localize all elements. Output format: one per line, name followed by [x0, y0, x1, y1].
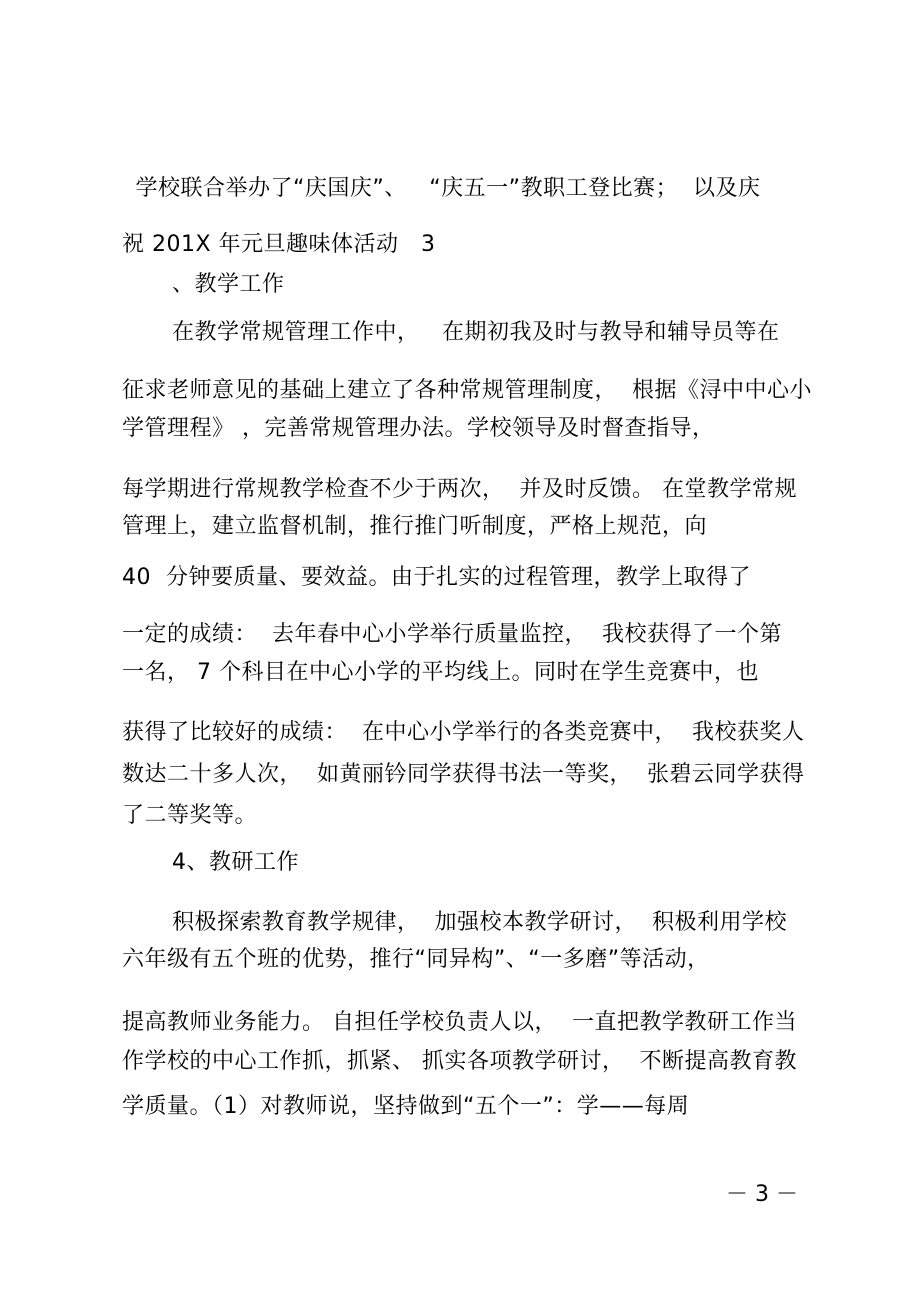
- text-line: 在教学常规管理工作中， 在期初我及时与教导和辅导员等在: [172, 320, 780, 345]
- text-line: 4、教研工作: [172, 850, 299, 875]
- text-line: 了二等奖等。: [122, 803, 258, 828]
- text-line: 管理上，建立监督机制，推行推门听制度，严格上规范，向: [122, 514, 708, 539]
- text-line: 一定的成绩： 去年春中心小学举行质量监控， 我校获得了一个第: [122, 622, 782, 647]
- text-line: 数达二十多人次， 如黄丽钤同学获得书法一等奖， 张碧云同学获得: [122, 762, 805, 787]
- text-line: 一名， 7 个科目在中心小学的平均线上。同时在学生竞赛中，也: [122, 660, 759, 685]
- text-line: 40 分钟要质量、要效益。由于扎实的过程管理，教学上取得了: [122, 565, 751, 590]
- text-line: 作学校的中心工作抓，抓紧、 抓实各项教学研讨， 不断提高教育教: [122, 1049, 797, 1074]
- text-line: 六年级有五个班的优势，推行“同异构”、“一多磨”等活动，: [122, 947, 710, 972]
- text-line: 学质量。（1）对教师说，坚持做到“五个一”：学——每周: [122, 1094, 690, 1119]
- text-line: 学校联合举办了“庆国庆”、 “庆五一”教职工登比赛； 以及庆: [128, 176, 761, 201]
- text-line: 、教学工作: [172, 272, 285, 297]
- page-number: － 3 －: [726, 1182, 798, 1207]
- text-line: 每学期进行常规教学检查不少于两次， 并及时反馈。 在堂教学常规: [122, 477, 797, 502]
- text-line: 积极探索教育教学规律， 加强校本教学研讨， 积极利用学校: [172, 910, 787, 935]
- text-line: 提高教师业务能力。 自担任学校负责人以， 一直把教学教研工作当: [122, 1010, 797, 1035]
- text-line: 学管理程》 ，完善常规管理办法。学校领导及时督查指导，: [122, 416, 715, 441]
- text-line: 征求老师意见的基础上建立了各种常规管理制度， 根据《浔中中心小: [122, 378, 812, 403]
- text-line: 祝 201X 年元旦趣味体活动 3: [122, 232, 436, 257]
- text-line: 获得了比较好的成绩： 在中心小学举行的各类竞赛中， 我校获奖人: [122, 720, 805, 745]
